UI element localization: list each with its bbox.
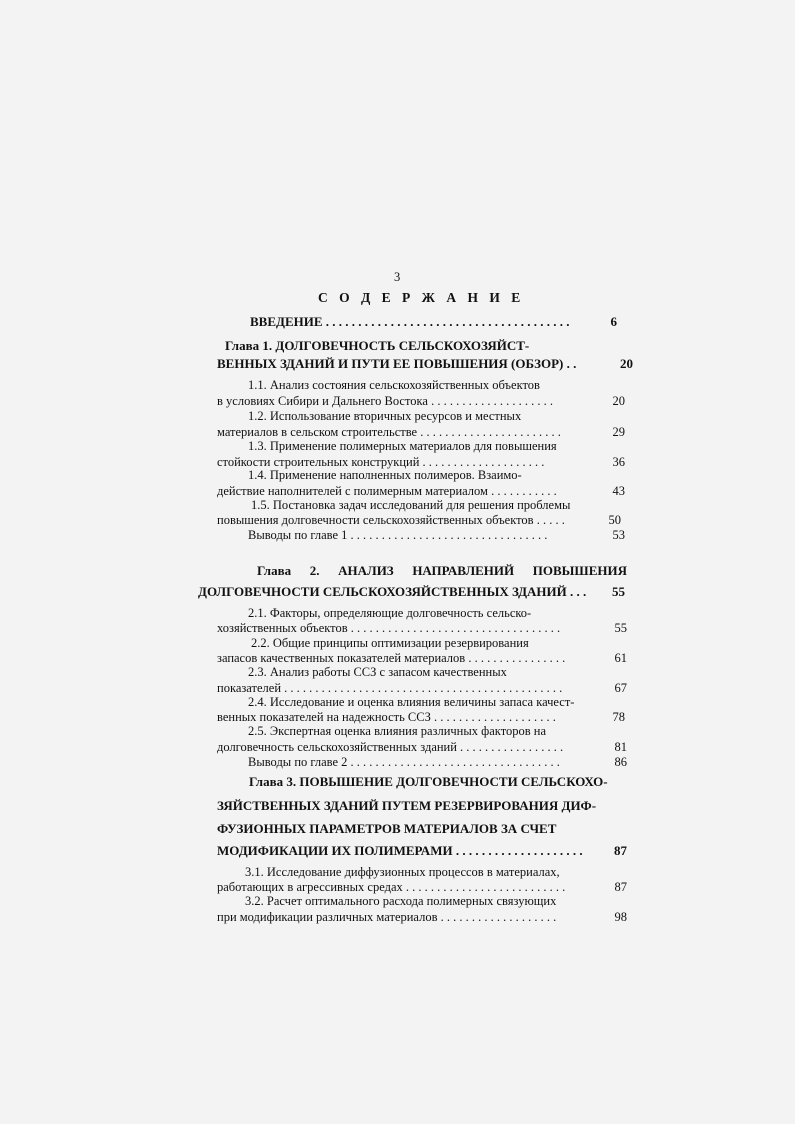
toc-3-1-line2: работающих в агрессивных средах . . . . . . . . . . . . . . . . . . . . . . . . . . bbox=[217, 880, 566, 894]
toc-1-4-line2: действие наполнителей с полимерным материалом . . . . . . . . . . . bbox=[217, 484, 557, 498]
toc-ch1-title-line2: ВЕННЫХ ЗДАНИЙ И ПУТИ ЕЕ ПОВЫШЕНИЯ (ОБЗОР) . . bbox=[217, 356, 577, 371]
toc-1-3-page: 36 bbox=[612, 455, 625, 469]
toc-3-1-page: 87 bbox=[614, 880, 627, 894]
toc-intro: ВВЕДЕНИЕ . . . . . . . . . . . . . . . . . . . . . . . . . . . . . . . . . . . . . . bbox=[250, 314, 570, 329]
toc-1-4-line1: 1.4. Применение наполненных полимеров. Взаимо- bbox=[248, 468, 522, 482]
toc-3-1-line1: 3.1. Исследование диффузионных процессов в материалах, bbox=[245, 865, 560, 879]
toc-1-5-line2: повышения долговечности сельскохозяйственных объектов . . . . . bbox=[217, 513, 565, 527]
toc-ch3-page: 87 bbox=[614, 843, 627, 858]
toc-1-2-page: 29 bbox=[612, 425, 625, 439]
toc-ch1-page: 20 bbox=[620, 356, 633, 371]
toc-2-5-page: 81 bbox=[614, 740, 627, 754]
toc-2-3-page: 67 bbox=[614, 681, 627, 695]
toc-2-2-page: 61 bbox=[614, 651, 627, 665]
toc-ch3-title-line3: ФУЗИОННЫХ ПАРАМЕТРОВ МАТЕРИАЛОВ ЗА СЧЕТ bbox=[217, 821, 557, 836]
toc-ch2-page: 55 bbox=[612, 584, 625, 599]
toc-ch3-title-line2: ЗЯЙСТВЕННЫХ ЗДАНИЙ ПУТЕМ РЕЗЕРВИРОВАНИЯ ДИФ- bbox=[217, 798, 597, 813]
toc-2-1-page: 55 bbox=[614, 621, 627, 635]
toc-1-1-line2: в условиях Сибири и Дальнего Востока . . . . . . . . . . . . . . . . . . . . bbox=[217, 394, 553, 408]
toc-1-5-page: 50 bbox=[608, 513, 621, 527]
toc-ch1-conclusions-page: 53 bbox=[612, 528, 625, 542]
toc-ch3-title-line4: МОДИФИКАЦИИ ИХ ПОЛИМЕРАМИ . . . . . . . . . . . . . . . . . . . . bbox=[217, 843, 583, 858]
toc-intro-page: 6 bbox=[610, 314, 617, 329]
toc-2-5-line1: 2.5. Экспертная оценка влияния различных факторов на bbox=[248, 724, 547, 738]
toc-2-3-line2: показателей . . . . . . . . . . . . . . . . . . . . . . . . . . . . . . . . . . . . . . . . . . . . . bbox=[217, 681, 563, 695]
toc-ch2-word: Глава bbox=[257, 563, 292, 578]
toc-ch2-word: 2. bbox=[309, 563, 320, 578]
toc-ch2-title-line1 bbox=[257, 563, 627, 578]
toc-2-1-line2: хозяйственных объектов . . . . . . . . . . . . . . . . . . . . . . . . . . . . . . . . . . bbox=[217, 621, 561, 635]
page-title: С О Д Е Р Ж А Н И Е bbox=[318, 290, 525, 305]
toc-1-1-line1: 1.1. Анализ состояния сельскохозяйственных объектов bbox=[248, 378, 540, 392]
toc-1-2-line2: материалов в сельском строительстве . . . . . . . . . . . . . . . . . . . . . . . bbox=[217, 425, 561, 439]
toc-2-4-line2: венных показателей на надежность ССЗ . . . . . . . . . . . . . . . . . . . . bbox=[217, 710, 556, 724]
toc-ch1-title-line1: Глава 1. ДОЛГОВЕЧНОСТЬ СЕЛЬСКОХОЗЯЙСТ- bbox=[225, 338, 530, 353]
toc-ch1-conclusions: Выводы по главе 1 . . . . . . . . . . . . . . . . . . . . . . . . . . . . . . . . bbox=[248, 528, 548, 542]
toc-2-2-line2: запасов качественных показателей материалов . . . . . . . . . . . . . . . . bbox=[217, 651, 566, 665]
toc-2-3-line1: 2.3. Анализ работы ССЗ с запасом качественных bbox=[248, 665, 507, 679]
toc-ch2-title-line2: ДОЛГОВЕЧНОСТИ СЕЛЬСКОХОЗЯЙСТВЕННЫХ ЗДАНИЙ . . . bbox=[198, 584, 587, 599]
toc-3-2-line2: при модификации различных материалов . . . . . . . . . . . . . . . . . . . bbox=[217, 910, 557, 924]
toc-2-5-line2: долговечность сельскохозяйственных зданий . . . . . . . . . . . . . . . . . bbox=[217, 740, 564, 754]
toc-ch2-conclusions: Выводы по главе 2 . . . . . . . . . . . . . . . . . . . . . . . . . . . . . . . . . . bbox=[248, 755, 560, 769]
toc-3-2-page: 98 bbox=[614, 910, 627, 924]
toc-ch3-title-line1: Глава 3. ПОВЫШЕНИЕ ДОЛГОВЕЧНОСТИ СЕЛЬСКОХО- bbox=[249, 774, 608, 789]
toc-ch2-word: ПОВЫШЕНИЯ bbox=[532, 563, 627, 578]
toc-ch2-conclusions-page: 86 bbox=[614, 755, 627, 769]
toc-ch2-word: НАПРАВЛЕНИЙ bbox=[412, 563, 515, 578]
page-number: 3 bbox=[394, 270, 401, 284]
toc-2-1-line1: 2.1. Факторы, определяющие долговечность сельско- bbox=[248, 606, 532, 620]
toc-2-4-line1: 2.4. Исследование и оценка влияния величины запаса качест- bbox=[248, 695, 575, 709]
toc-2-2-line1: 2.2. Общие принципы оптимизации резервирования bbox=[251, 636, 529, 650]
toc-1-1-page: 20 bbox=[612, 394, 625, 408]
toc-1-5-line1: 1.5. Постановка задач исследований для решения проблемы bbox=[251, 498, 571, 512]
toc-1-3-line2: стойкости строительных конструкций . . . . . . . . . . . . . . . . . . . . bbox=[217, 455, 545, 469]
toc-1-3-line1: 1.3. Применение полимерных материалов для повышения bbox=[248, 439, 557, 453]
toc-ch2-word: АНАЛИЗ bbox=[338, 563, 394, 578]
toc-1-2-line1: 1.2. Использование вторичных ресурсов и местных bbox=[248, 409, 522, 423]
toc-3-2-line1: 3.2. Расчет оптимального расхода полимерных связующих bbox=[245, 894, 557, 908]
toc-1-4-page: 43 bbox=[612, 484, 625, 498]
toc-2-4-page: 78 bbox=[612, 710, 625, 724]
